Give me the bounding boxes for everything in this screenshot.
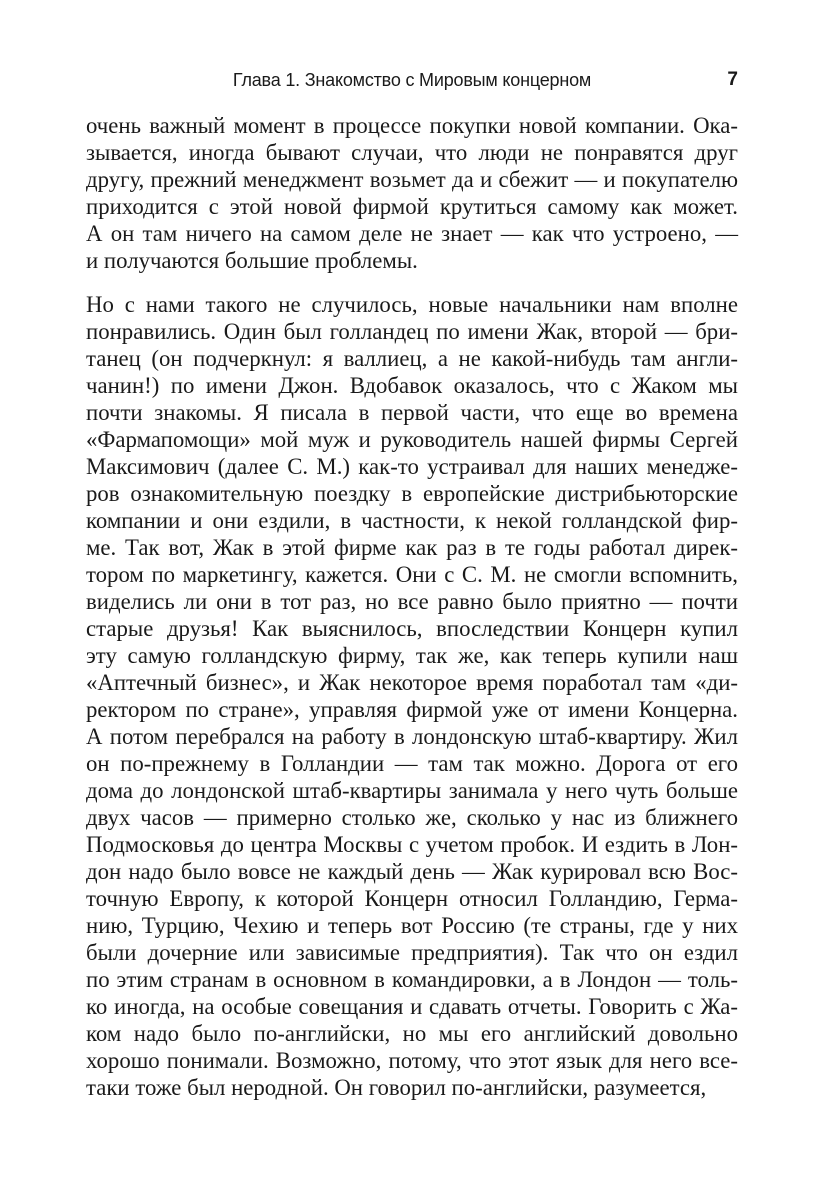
body-text [86,112,738,1101]
text-line: по этим странам в основном в командировки, а в Лондон — толь- [86,967,738,992]
text-line: «Фармапомощи» мой муж и руководитель нашей фирмы Сергей [86,427,738,452]
text-line: ректором по стране», управляя фирмой уже от имени Концерна. [86,697,738,722]
text-line: понравились. Один был голландец по имени Жак, второй — бри- [86,319,738,344]
text-line: эту самую голландскую фирму, так же, как теперь купили наш [86,643,738,668]
page-header [86,68,738,96]
text-line: Максимович (далее С. М.) как-то устраивал для наших менедже- [86,454,738,479]
text-line: Подмосковья до центра Москвы с учетом пробок. И ездить в Лон- [86,832,738,857]
text-line: и получаются большие проблемы. [86,248,418,273]
text-line: очень важный момент в процессе покупки новой компании. Ока- [86,113,738,138]
text-line: приходится с этой новой фирмой крутиться самому как может. [86,194,738,219]
text-line: старые друзья! Как выяснилось, впоследствии Концерн купил [86,616,738,641]
text-line: ме. Так вот, Жак в этой фирме как раз в те годы работал дирек- [86,535,738,560]
text-line: хорошо понимали. Возможно, потому, что этот язык для него все- [86,1048,738,1073]
text-line: «Аптечный бизнес», и Жак некоторое время поработал там «ди- [86,670,738,695]
text-line: он по-прежнему в Голландии — там так можно. Дорога от его [86,751,738,776]
text-line: А потом перебрался на работу в лондонскую штаб-квартиру. Жил [86,724,738,749]
text-line: двух часов — примерно столько же, сколько у нас из ближнего [86,805,738,830]
paragraph [86,112,738,274]
text-line: таки тоже был неродной. Он говорил по-английски, разумеется, [86,1075,707,1100]
text-line: чанин!) по имени Джон. Вдобавок оказалось, что с Жаком мы [86,373,738,398]
text-line: ко иногда, на особые совещания и сдавать отчеты. Говорить с Жа- [86,994,738,1019]
running-title: Глава 1. Знакомство с Мировым концерном [232,70,592,90]
text-line: точную Европу, к которой Концерн относил Голландию, Герма- [86,886,738,911]
text-line: зывается, иногда бывают случаи, что люди не понравятся друг [86,140,738,165]
text-line: дон надо было вовсе не каждый день — Жак курировал всю Вос- [86,859,738,884]
text-line: ров ознакомительную поездку в европейские дистрибьюторские [86,481,738,506]
text-line: были дочерние или зависимые предприятия). Так что он ездил [86,940,738,965]
text-line: танец (он подчеркнул: я валлиец, а не какой-нибудь там англи- [86,346,738,371]
text-line: Но с нами такого не случилось, новые начальники нам вполне [86,292,738,317]
text-line: А он там ничего на самом деле не знает — как что устроено, — [86,221,738,246]
text-line: нию, Турцию, Чехию и теперь вот Россию (те страны, где у них [86,913,738,938]
text-line: тором по маркетингу, кажется. Они с С. М. не смогли вспомнить, [86,562,738,587]
paragraph [86,291,738,1101]
text-line: виделись ли они в тот раз, но все равно было приятно — почти [86,589,738,614]
text-line: почти знакомы. Я писала в первой части, что еще во времена [86,400,738,425]
text-line: дома до лондонской штаб-квартиры занимала у него чуть больше [86,778,738,803]
text-line: другу, прежний менеджмент возьмет да и сбежит — и покупателю [86,167,738,192]
page-number: 7 [727,69,738,90]
text-line: ком надо было по-английски, но мы его английский довольно [86,1021,738,1046]
text-line: компании и они ездили, в частности, к некой голландской фир- [86,508,738,533]
